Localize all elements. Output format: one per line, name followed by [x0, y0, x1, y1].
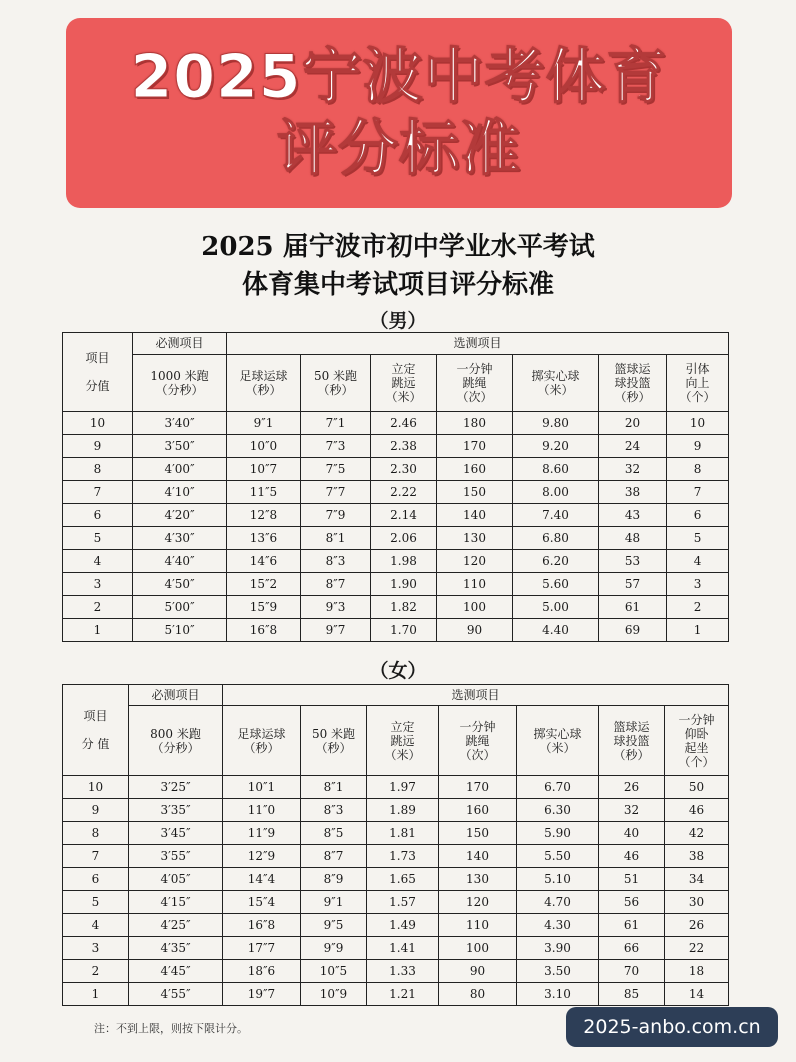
value-cell: 9: [667, 435, 729, 458]
value-cell: 17″7: [223, 937, 301, 960]
value-cell: 3.10: [517, 983, 599, 1006]
value-cell: 4.70: [517, 891, 599, 914]
column-header: 足球运球 （秒）: [223, 706, 301, 776]
table-row: [63, 914, 729, 937]
value-cell: 1.90: [371, 573, 437, 596]
value-cell: 100: [439, 937, 517, 960]
value-cell: 5: [667, 527, 729, 550]
value-cell: 57: [599, 573, 667, 596]
table-row: [63, 458, 729, 481]
value-cell: 2.38: [371, 435, 437, 458]
value-cell: 8″9: [301, 868, 367, 891]
column-header: 800 米跑 （分秒）: [129, 706, 223, 776]
value-cell: 1.89: [367, 799, 439, 822]
value-cell: 26: [599, 776, 665, 799]
value-cell: 10: [667, 412, 729, 435]
value-cell: 13″6: [227, 527, 301, 550]
value-cell: 160: [437, 458, 513, 481]
male-score-table: [62, 332, 729, 642]
value-cell: 1.57: [367, 891, 439, 914]
value-cell: 22: [665, 937, 729, 960]
value-cell: 1.21: [367, 983, 439, 1006]
value-cell: 26: [665, 914, 729, 937]
value-cell: 1.70: [371, 619, 437, 642]
value-cell: 14″4: [223, 868, 301, 891]
value-cell: 6.20: [513, 550, 599, 573]
table-row: [63, 960, 729, 983]
value-cell: 7: [667, 481, 729, 504]
required-group-header: 必测项目: [129, 685, 223, 706]
value-cell: 9″7: [301, 619, 371, 642]
value-cell: 7″7: [301, 481, 371, 504]
footnote: 注：不到上限，则按下限计分。: [94, 1022, 248, 1035]
value-cell: 61: [599, 596, 667, 619]
value-cell: 16″8: [223, 914, 301, 937]
value-cell: 1.98: [371, 550, 437, 573]
column-header: 50 米跑 （秒）: [301, 706, 367, 776]
value-cell: 19″7: [223, 983, 301, 1006]
score-cell: 9: [63, 799, 129, 822]
value-cell: 180: [437, 412, 513, 435]
value-cell: 34: [665, 868, 729, 891]
column-header: 50 米跑 （秒）: [301, 354, 371, 411]
table-row: [63, 937, 729, 960]
score-cell: 8: [63, 458, 133, 481]
value-cell: 3′55″: [129, 845, 223, 868]
value-cell: 1.65: [367, 868, 439, 891]
value-cell: 46: [599, 845, 665, 868]
value-cell: 5.00: [513, 596, 599, 619]
value-cell: 10″0: [227, 435, 301, 458]
table-row: [63, 504, 729, 527]
table-row: [63, 776, 729, 799]
value-cell: 4′45″: [129, 960, 223, 983]
value-cell: 9″3: [301, 596, 371, 619]
value-cell: 15″4: [223, 891, 301, 914]
value-cell: 3′50″: [133, 435, 227, 458]
value-cell: 70: [599, 960, 665, 983]
column-header: 立定 跳远 （米）: [367, 706, 439, 776]
value-cell: 3: [667, 573, 729, 596]
elective-group-header: 选测项目: [227, 333, 729, 355]
value-cell: 42: [665, 822, 729, 845]
value-cell: 11″0: [223, 799, 301, 822]
column-header: 掷实心球 （米）: [513, 354, 599, 411]
value-cell: 48: [599, 527, 667, 550]
score-cell: 4: [63, 914, 129, 937]
score-cell: 3: [63, 937, 129, 960]
value-cell: 56: [599, 891, 665, 914]
column-header: 篮球运 球投篮 （秒）: [599, 354, 667, 411]
value-cell: 2.14: [371, 504, 437, 527]
value-cell: 150: [439, 822, 517, 845]
female-section-label: （女）: [369, 660, 427, 682]
table-row: [63, 891, 729, 914]
value-cell: 24: [599, 435, 667, 458]
value-cell: 12″8: [227, 504, 301, 527]
corner-header: [63, 685, 129, 776]
score-cell: 2: [63, 596, 133, 619]
table-row: [63, 481, 729, 504]
value-cell: 4′50″: [133, 573, 227, 596]
value-cell: 2: [667, 596, 729, 619]
female-score-table: [62, 684, 729, 1006]
score-cell: 1: [63, 619, 133, 642]
document-title-line1: 2025 届宁波市初中学业水平考试: [201, 232, 595, 262]
required-group-header: 必测项目: [133, 333, 227, 355]
value-cell: 170: [437, 435, 513, 458]
value-cell: 18″6: [223, 960, 301, 983]
banner-title-line1: 2025宁波中考体育: [130, 42, 668, 112]
document-title-line2: 体育集中考试项目评分标准: [241, 270, 554, 300]
value-cell: 4.40: [513, 619, 599, 642]
value-cell: 7″9: [301, 504, 371, 527]
value-cell: 130: [439, 868, 517, 891]
column-header: 篮球运 球投篮 （秒）: [599, 706, 665, 776]
value-cell: 4′55″: [129, 983, 223, 1006]
value-cell: 90: [439, 960, 517, 983]
value-cell: 30: [665, 891, 729, 914]
value-cell: 51: [599, 868, 665, 891]
value-cell: 38: [665, 845, 729, 868]
score-cell: 4: [63, 550, 133, 573]
value-cell: 2.06: [371, 527, 437, 550]
value-cell: 6.70: [517, 776, 599, 799]
value-cell: 1.97: [367, 776, 439, 799]
value-cell: 4: [667, 550, 729, 573]
value-cell: 3′40″: [133, 412, 227, 435]
column-header: 足球运球 （秒）: [227, 354, 301, 411]
value-cell: 69: [599, 619, 667, 642]
score-cell: 9: [63, 435, 133, 458]
column-header: 立定 跳远 （米）: [371, 354, 437, 411]
value-cell: 8″7: [301, 573, 371, 596]
value-cell: 4′35″: [129, 937, 223, 960]
value-cell: 170: [439, 776, 517, 799]
value-cell: 1.33: [367, 960, 439, 983]
score-cell: 7: [63, 481, 133, 504]
value-cell: 9.20: [513, 435, 599, 458]
value-cell: 120: [437, 550, 513, 573]
value-cell: 32: [599, 458, 667, 481]
value-cell: 130: [437, 527, 513, 550]
value-cell: 5.10: [517, 868, 599, 891]
value-cell: 9″1: [227, 412, 301, 435]
value-cell: 85: [599, 983, 665, 1006]
value-cell: 6: [667, 504, 729, 527]
value-cell: 2.46: [371, 412, 437, 435]
corner-header-top: 项目: [85, 351, 110, 365]
value-cell: 4′20″: [133, 504, 227, 527]
value-cell: 160: [439, 799, 517, 822]
value-cell: 140: [437, 504, 513, 527]
male-section-label: （男）: [369, 310, 427, 332]
value-cell: 7″3: [301, 435, 371, 458]
value-cell: 3.50: [517, 960, 599, 983]
value-cell: 8: [667, 458, 729, 481]
score-cell: 10: [63, 412, 133, 435]
value-cell: 1.81: [367, 822, 439, 845]
value-cell: 80: [439, 983, 517, 1006]
value-cell: 7″1: [301, 412, 371, 435]
value-cell: 1.41: [367, 937, 439, 960]
value-cell: 61: [599, 914, 665, 937]
value-cell: 5′00″: [133, 596, 227, 619]
value-cell: 8″5: [301, 822, 367, 845]
value-cell: 7.40: [513, 504, 599, 527]
value-cell: 110: [437, 573, 513, 596]
value-cell: 8.60: [513, 458, 599, 481]
value-cell: 5.50: [517, 845, 599, 868]
value-cell: 5.90: [517, 822, 599, 845]
value-cell: 43: [599, 504, 667, 527]
watermark-badge: 2025-anbo.com.cn: [566, 1007, 778, 1047]
table-row: [63, 983, 729, 1006]
value-cell: 4′40″: [133, 550, 227, 573]
value-cell: 4′10″: [133, 481, 227, 504]
table-row: [63, 550, 729, 573]
corner-header-bottom: 分值: [85, 379, 110, 393]
column-header: 1000 米跑 （分秒）: [133, 354, 227, 411]
value-cell: 4′25″: [129, 914, 223, 937]
value-cell: 40: [599, 822, 665, 845]
score-cell: 8: [63, 822, 129, 845]
value-cell: 1.49: [367, 914, 439, 937]
corner-header: [63, 333, 133, 412]
value-cell: 90: [437, 619, 513, 642]
score-cell: 5: [63, 891, 129, 914]
value-cell: 9″5: [301, 914, 367, 937]
value-cell: 120: [439, 891, 517, 914]
value-cell: 38: [599, 481, 667, 504]
value-cell: 12″9: [223, 845, 301, 868]
value-cell: 8″1: [301, 527, 371, 550]
table-row: [63, 822, 729, 845]
value-cell: 1.82: [371, 596, 437, 619]
table-row: [63, 868, 729, 891]
table-row: [63, 799, 729, 822]
corner-header-top: 项目: [83, 709, 108, 723]
value-cell: 16″8: [227, 619, 301, 642]
table-row: [63, 435, 729, 458]
column-header: 引体 向上 （个）: [667, 354, 729, 411]
score-cell: 5: [63, 527, 133, 550]
banner-title-line2: 评分标准: [277, 114, 521, 184]
value-cell: 11″5: [227, 481, 301, 504]
value-cell: 100: [437, 596, 513, 619]
value-cell: 8″7: [301, 845, 367, 868]
value-cell: 10″9: [301, 983, 367, 1006]
score-cell: 1: [63, 983, 129, 1006]
table-row: [63, 619, 729, 642]
value-cell: 11″9: [223, 822, 301, 845]
value-cell: 10″1: [223, 776, 301, 799]
value-cell: 4′05″: [129, 868, 223, 891]
value-cell: 140: [439, 845, 517, 868]
value-cell: 3.90: [517, 937, 599, 960]
score-cell: 3: [63, 573, 133, 596]
value-cell: 3′35″: [129, 799, 223, 822]
value-cell: 1.73: [367, 845, 439, 868]
column-header: 一分钟 跳绳 （次）: [437, 354, 513, 411]
value-cell: 6.80: [513, 527, 599, 550]
value-cell: 10″5: [301, 960, 367, 983]
value-cell: 46: [665, 799, 729, 822]
value-cell: 53: [599, 550, 667, 573]
value-cell: 8″1: [301, 776, 367, 799]
value-cell: 6.30: [517, 799, 599, 822]
column-header: 一分钟 跳绳 （次）: [439, 706, 517, 776]
score-cell: 7: [63, 845, 129, 868]
value-cell: 32: [599, 799, 665, 822]
value-cell: 50: [665, 776, 729, 799]
value-cell: 110: [439, 914, 517, 937]
value-cell: 14: [665, 983, 729, 1006]
score-cell: 10: [63, 776, 129, 799]
value-cell: 8″3: [301, 799, 367, 822]
value-cell: 9″9: [301, 937, 367, 960]
value-cell: 20: [599, 412, 667, 435]
corner-header-bottom: 分 值: [81, 737, 110, 751]
value-cell: 4′00″: [133, 458, 227, 481]
value-cell: 10″7: [227, 458, 301, 481]
value-cell: 2.22: [371, 481, 437, 504]
value-cell: 8″3: [301, 550, 371, 573]
table-row: [63, 527, 729, 550]
value-cell: 5′10″: [133, 619, 227, 642]
table-row: [63, 596, 729, 619]
value-cell: 7″5: [301, 458, 371, 481]
value-cell: 5.60: [513, 573, 599, 596]
table-row: [63, 845, 729, 868]
value-cell: 9.80: [513, 412, 599, 435]
value-cell: 9″1: [301, 891, 367, 914]
value-cell: 4′30″: [133, 527, 227, 550]
value-cell: 66: [599, 937, 665, 960]
title-banner: [66, 18, 732, 208]
column-header: 一分钟 仰卧 起坐 （个）: [665, 706, 729, 776]
score-cell: 2: [63, 960, 129, 983]
value-cell: 1: [667, 619, 729, 642]
value-cell: 2.30: [371, 458, 437, 481]
table-row: [63, 412, 729, 435]
score-cell: 6: [63, 504, 133, 527]
value-cell: 150: [437, 481, 513, 504]
value-cell: 4′15″: [129, 891, 223, 914]
value-cell: 8.00: [513, 481, 599, 504]
value-cell: 14″6: [227, 550, 301, 573]
value-cell: 4.30: [517, 914, 599, 937]
value-cell: 3′45″: [129, 822, 223, 845]
value-cell: 15″2: [227, 573, 301, 596]
value-cell: 15″9: [227, 596, 301, 619]
table-row: [63, 573, 729, 596]
value-cell: 3′25″: [129, 776, 223, 799]
column-header: 掷实心球 （米）: [517, 706, 599, 776]
score-cell: 6: [63, 868, 129, 891]
value-cell: 18: [665, 960, 729, 983]
elective-group-header: 选测项目: [223, 685, 729, 706]
